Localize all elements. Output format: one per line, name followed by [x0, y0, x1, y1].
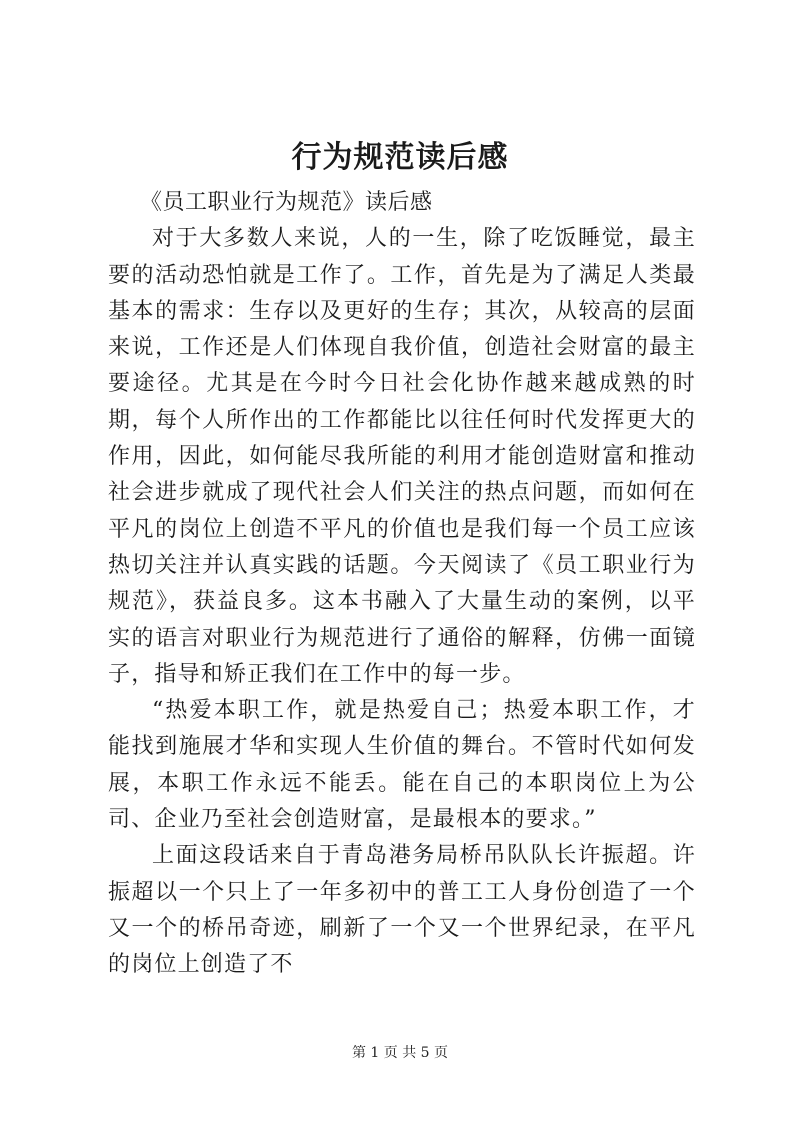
document-body — [108, 185, 696, 984]
paragraph-1: 对于大多数人来说，人的一生，除了吃饭睡觉，最主要的活动恐怕就是工作了。工作，首先是为了满足人类最基本的需求：生存以及更好的生存；其次，从较高的层面来说，工作还是人们体现自我价值，创造社会财富的最主要途径。尤其是在今时今日社会化协作越来越成熟的时期，每个人所作出的工作都能比以往任何时代发挥更大的作用，因此，如何能尽我所能的利用才能创造财富和推动社会进步就成了现代社会人们关注的热点问题，而如何在平凡的岗位上创造不平凡的价值也是我们每一个员工应该热切关注并认真实践的话题。今天阅读了《员工职业行为规范》，获益良多。这本书融入了大量生动的案例，以平实的语言对职业行为规范进行了通俗的解释，仿佛一面镜子，指导和矫正我们在工作中的每一步。 — [108, 226, 696, 687]
document-title: 行为规范读后感 — [291, 140, 509, 175]
paragraph-2: “热爱本职工作，就是热爱自己；热爱本职工作，才能找到施展才华和实现人生价值的舞台。不管时代如何发展，本职工作永远不能丢。能在自己的本职岗位上为公司、企业乃至社会创造财富，是最根本的要求。” — [108, 698, 696, 833]
paragraph-3: 上面这段话来自于青岛港务局桥吊队队长许振超。许振超以一个只上了一年多初中的普工工人身份创造了一个又一个的桥吊奇迹，刷新了一个又一个世界纪录，在平凡的岗位上创造了不 — [108, 843, 696, 978]
document-subtitle: 《员工职业行为规范》读后感 — [140, 190, 433, 215]
page-number-footer: 第 1 页 共 5 页 — [351, 1045, 449, 1061]
